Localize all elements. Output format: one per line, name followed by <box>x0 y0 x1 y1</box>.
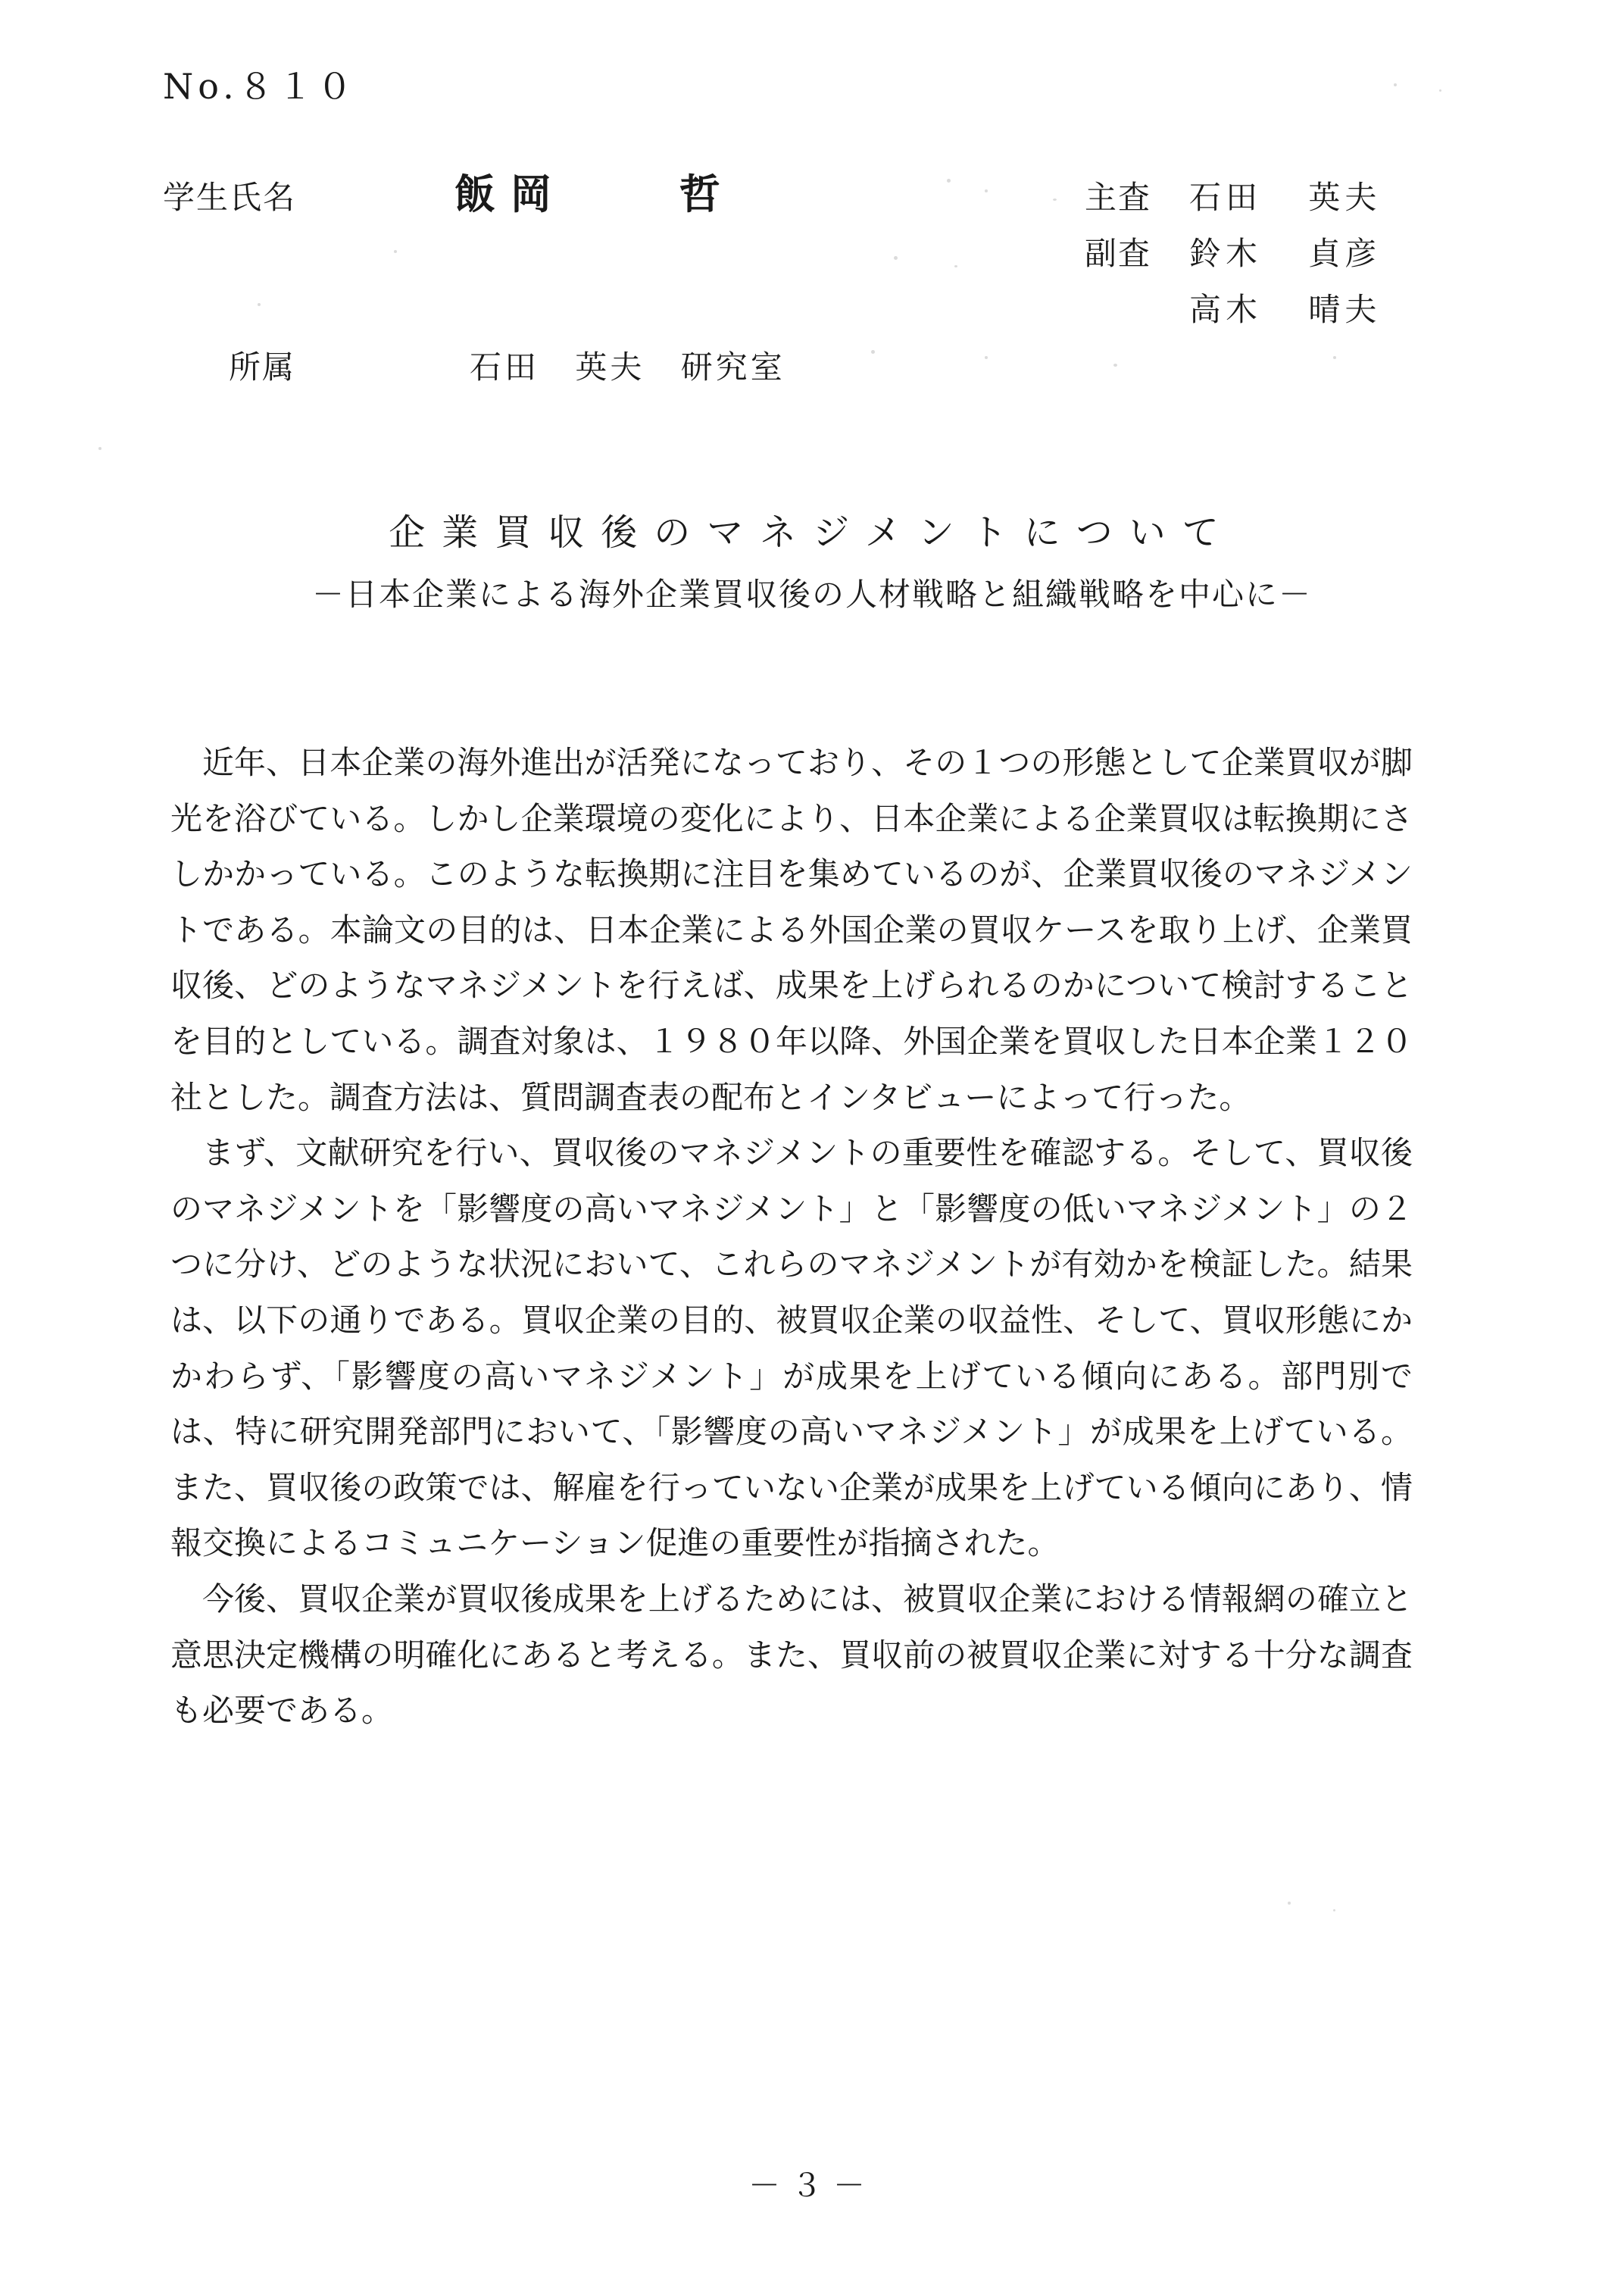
scan-speck <box>894 256 898 260</box>
scan-speck <box>1113 364 1117 367</box>
student-name-label: 学生氏名 <box>163 179 297 216</box>
scan-speck <box>947 179 951 183</box>
examiner-name: 鈴木 貞彦 <box>1189 235 1382 272</box>
scan-speck <box>1333 1909 1335 1911</box>
scan-speck <box>258 303 261 306</box>
scan-speck <box>1394 83 1397 86</box>
scan-speck <box>98 447 102 450</box>
examiner-row-sub-2 <box>1085 282 1381 338</box>
examiner-row-chief <box>1085 170 1381 226</box>
scan-speck <box>954 265 957 267</box>
thesis-title: 企業買収後のマネジメントについて <box>389 511 1235 554</box>
examiner-name: 高木 晴夫 <box>1189 291 1382 328</box>
examiner-role: 副査 <box>1085 235 1152 272</box>
examiner-name: 石田 英夫 <box>1189 179 1382 216</box>
scan-speck <box>1288 1902 1291 1905</box>
examiners-block <box>1085 170 1381 338</box>
document-number: No.８１０ <box>163 66 357 107</box>
affiliation-value: 石田 英夫 研究室 <box>470 348 785 386</box>
abstract-paragraph: 今後、買収企業が買収後成果を上げるためには、被買収企業における情報網の確立と意思決定機構の明確化にあると考える。また、買収前の被買収企業に対する十分な調査も必要である。 <box>170 1580 1413 1730</box>
thesis-subtitle: －日本企業による海外企業買収後の人材戦略と組織戦略を中心に－ <box>311 576 1312 613</box>
examiner-role <box>1085 282 1189 338</box>
scan-speck <box>1333 356 1336 359</box>
scan-speck <box>985 356 988 359</box>
abstract-body <box>170 735 1413 1739</box>
scan-speck <box>1439 89 1441 92</box>
scan-speck <box>1053 198 1057 201</box>
scan-speck <box>985 189 988 192</box>
scan-speck <box>394 250 397 253</box>
page-number: －３－ <box>748 2167 876 2204</box>
scan-speck <box>871 350 875 354</box>
examiner-row-sub-1 <box>1085 226 1381 282</box>
abstract-paragraph: 近年、日本企業の海外進出が活発になっており、その１つの形態として企業買収が脚光を浴びている。しかし企業環境の変化により、日本企業による企業買収は転換期にさしかかっている。このような転換期に注目を集めているのが、企業買収後のマネジメントである。本論文の目的は、日本企業による外国企業の買収ケースを取り上げ、企業買収後、どのようなマネジメントを行えば、成果を上げられるのかについて検討することを目的としている。調査対象は、１９８０年以降、外国企業を買収した日本企業１２０社とした。調査方法は、質問調査表の配布とインタビューによって行った。 <box>170 744 1413 1116</box>
student-name: 飯岡 哲 <box>454 170 735 218</box>
examiner-role: 主査 <box>1085 179 1152 216</box>
abstract-paragraph: まず、文献研究を行い、買収後のマネジメントの重要性を確認する。そして、買収後のマネジメントを「影響度の高いマネジメント」と「影響度の低いマネジメント」の２つに分け、どのような状況において、これらのマネジメントが有効かを検証した。結果は、以下の通りである。買収企業の目的、被買収企業の収益性、そして、買収形態にかかわらず、「影響度の高いマネジメント」が成果を上げている傾向にある。部門別では、特に研究開発部門において、「影響度の高いマネジメント」が成果を上げている。また、買収後の政策では、解雇を行っていない企業が成果を上げている傾向にあり、情報交換によるコミュニケーション促進の重要性が指摘された。 <box>170 1134 1413 1562</box>
affiliation-label: 所属 <box>229 348 296 386</box>
